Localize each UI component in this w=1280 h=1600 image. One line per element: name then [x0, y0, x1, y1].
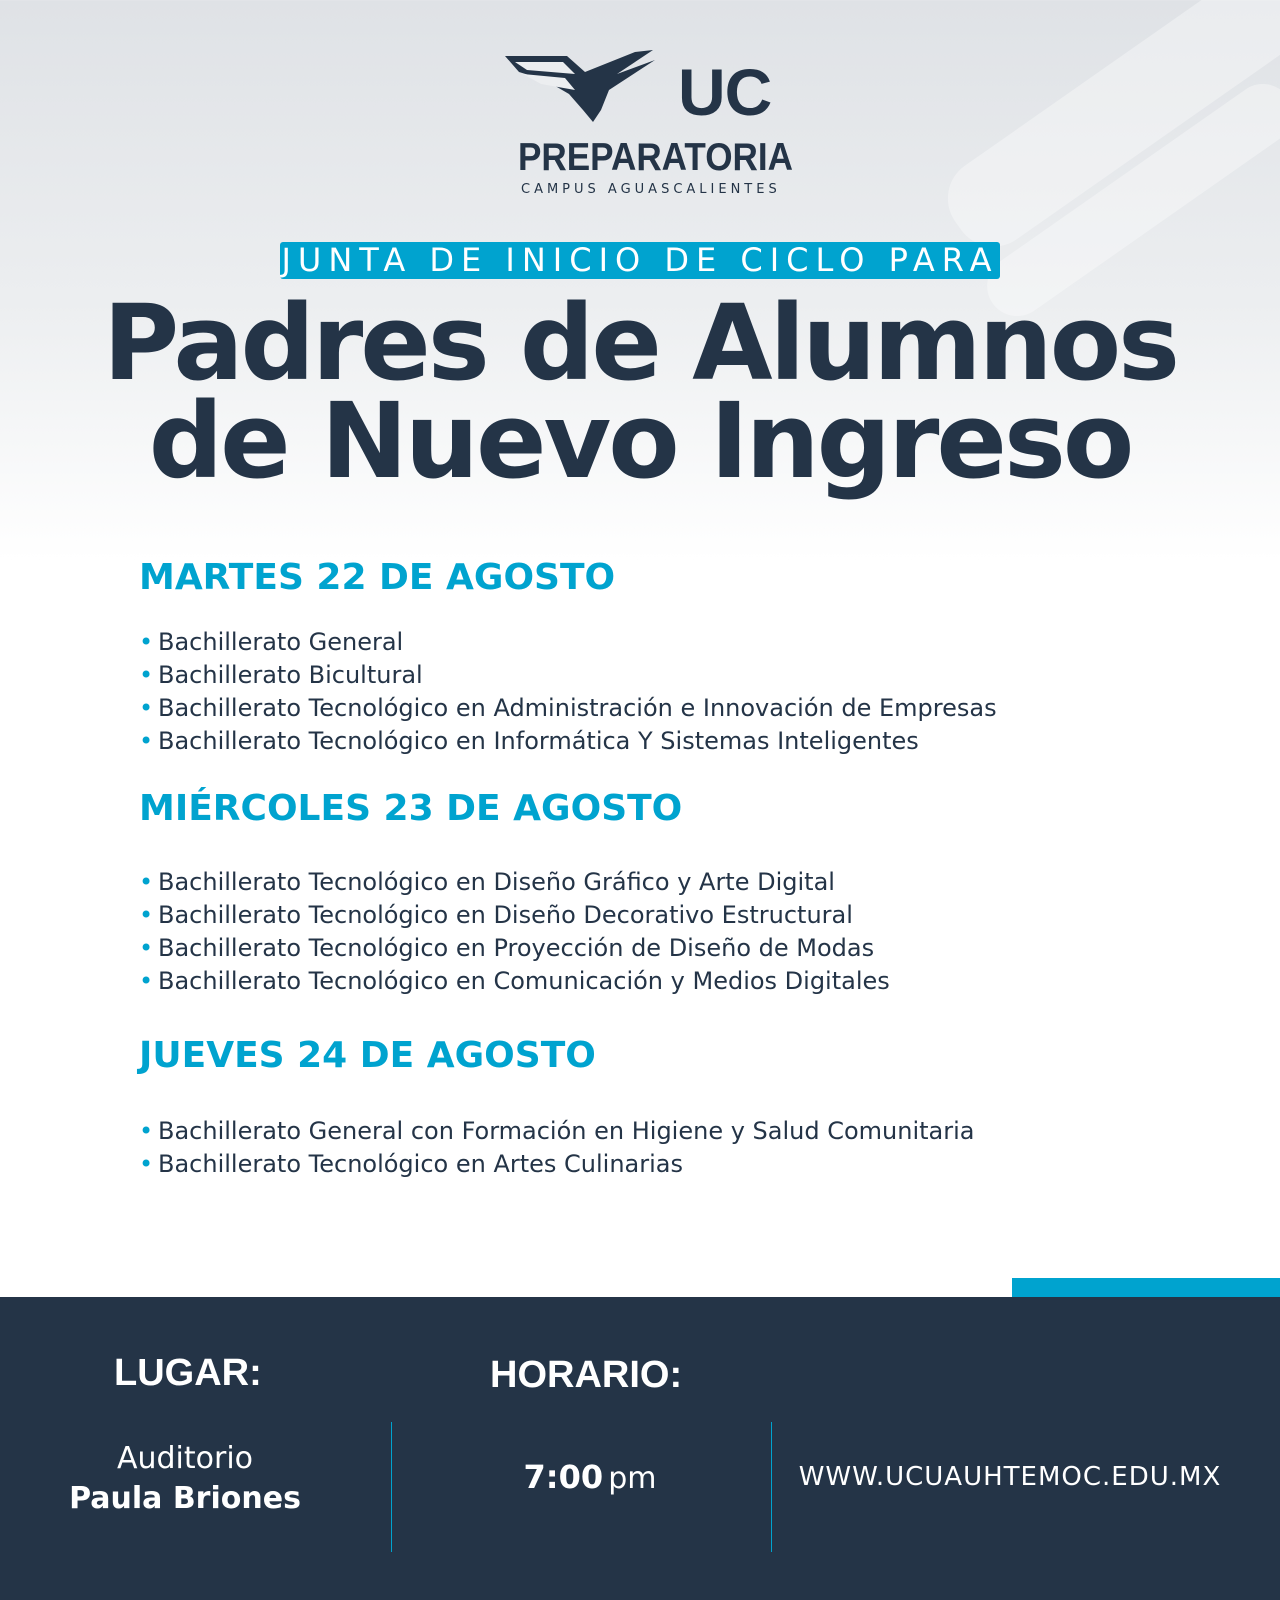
bullet-icon: • — [139, 727, 154, 755]
school-logo — [0, 44, 1280, 204]
time-suffix: pm — [608, 1461, 657, 1496]
bullet-icon: • — [139, 1150, 154, 1178]
list-item: • Bachillerato Bicultural — [139, 659, 997, 692]
page-title-line-2: de Nuevo Ingreso — [148, 380, 1132, 502]
day-heading: MIÉRCOLES 23 DE AGOSTO — [139, 788, 683, 829]
bullet-icon: • — [139, 694, 154, 722]
website-link[interactable]: WWW.UCUAUHTEMOC.EDU.MX — [798, 1462, 1222, 1492]
time-label: HORARIO: — [490, 1354, 683, 1396]
list-item: • Bachillerato Tecnológico en Administración e Innovación de Empresas — [139, 692, 997, 725]
list-item: • Bachillerato General con Formación en Higiene y Salud Comunitaria — [139, 1115, 975, 1148]
campus-name: CAMPUS AGUASCALIENTES — [521, 182, 781, 197]
program-list — [139, 626, 997, 758]
bullet-icon: • — [139, 934, 154, 962]
school-name: PREPARATORIA — [518, 136, 793, 179]
bullet-icon: • — [139, 628, 154, 656]
event-time — [440, 1458, 740, 1496]
brand-name: UC — [678, 55, 772, 129]
list-item: • Bachillerato Tecnológico en Comunicación y Medios Digitales — [139, 965, 890, 998]
list-item: • Bachillerato General — [139, 626, 997, 659]
time-value: 7:00 — [523, 1458, 604, 1496]
list-item: • Bachillerato Tecnológico en Artes Culinarias — [139, 1148, 975, 1181]
day-heading: MARTES 22 DE AGOSTO — [139, 557, 616, 598]
bullet-icon: • — [139, 868, 154, 896]
venue — [60, 1439, 310, 1519]
bullet-icon: • — [139, 901, 154, 929]
list-item: • Bachillerato Tecnológico en Diseño Decorativo Estructural — [139, 899, 890, 932]
program-list — [139, 1115, 975, 1181]
page-title-line-1: Padres de Alumnos — [102, 282, 1178, 404]
program-list — [139, 866, 890, 998]
list-item: • Bachillerato Tecnológico en Diseño Gráfico y Arte Digital — [139, 866, 890, 899]
bullet-icon: • — [139, 1117, 154, 1145]
bullet-icon: • — [139, 661, 154, 689]
list-item: • Bachillerato Tecnológico en Proyección de Diseño de Modas — [139, 932, 890, 965]
day-heading: JUEVES 24 DE AGOSTO — [139, 1035, 596, 1076]
divider — [391, 1422, 392, 1552]
list-item: • Bachillerato Tecnológico en Informática Y Sistemas Inteligentes — [139, 725, 997, 758]
venue-line-1: Auditorio — [116, 1441, 254, 1476]
place-label: LUGAR: — [114, 1352, 262, 1394]
venue-line-2: Paula Briones — [69, 1481, 301, 1516]
divider — [771, 1422, 772, 1552]
eagle-icon — [505, 50, 665, 130]
event-kicker: JUNTA DE INICIO DE CICLO PARA — [281, 242, 999, 279]
bullet-icon: • — [139, 967, 154, 995]
